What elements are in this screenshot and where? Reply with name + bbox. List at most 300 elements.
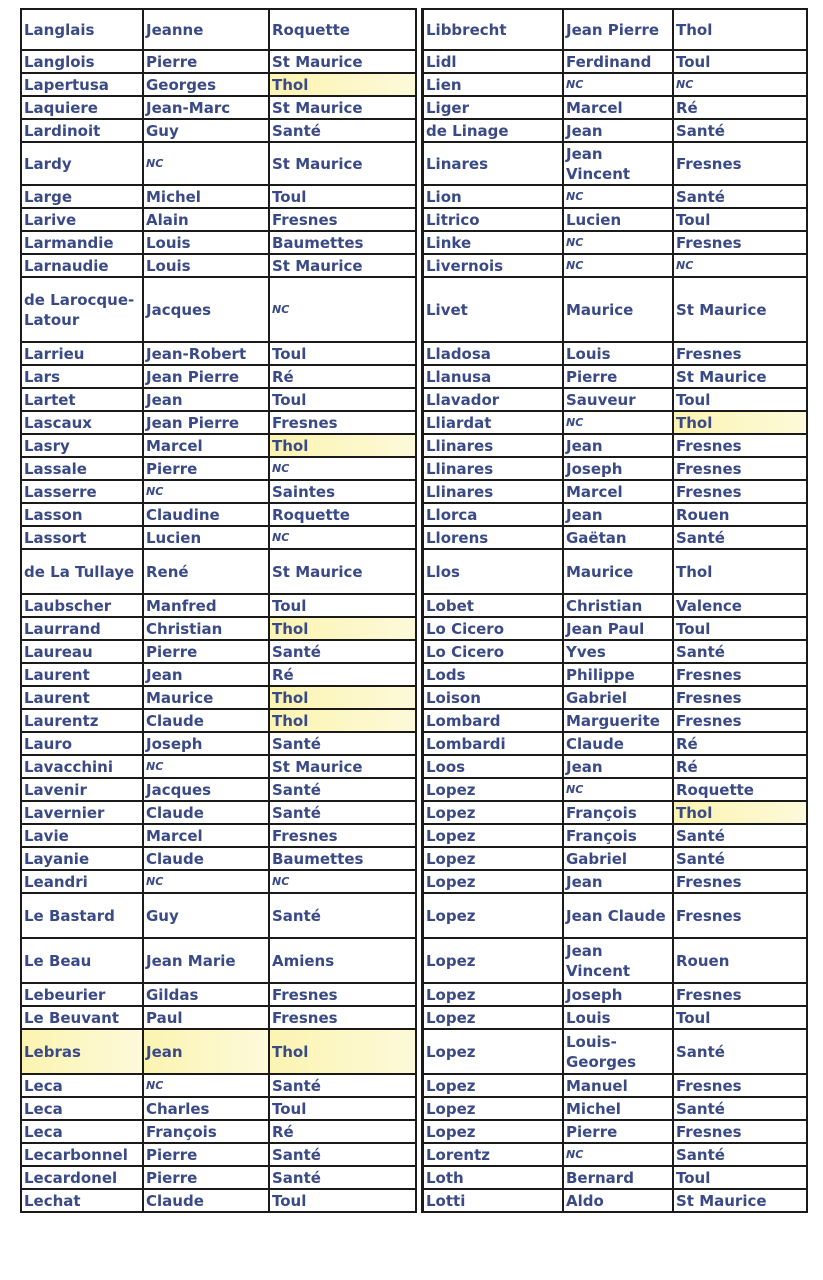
location-cell: Santé [269,732,416,755]
surname-cell: Lladosa [423,342,564,365]
table-row [21,938,416,983]
surname-cell: Lorentz [423,1143,564,1166]
surname-cell: Lavernier [21,801,143,824]
firstname-cell: Louis [143,254,269,277]
location-cell: NC [269,277,416,342]
firstname-cell: Jean [563,755,673,778]
firstname-cell: Louis [563,342,673,365]
table-row [423,185,808,208]
table-row [21,1097,416,1120]
table-row [423,801,808,824]
firstname-cell: Claude [563,732,673,755]
firstname-cell: NC [143,870,269,893]
table-row [423,208,808,231]
location-cell: Santé [673,1097,807,1120]
left-name-table [20,8,417,1213]
location-cell: Fresnes [673,1120,807,1143]
table-row [423,778,808,801]
location-cell: Thol [269,709,416,732]
location-cell: Thol [269,1029,416,1074]
table-row [21,50,416,73]
firstname-cell: Christian [563,594,673,617]
location-cell: Santé [673,847,807,870]
table-row [423,388,808,411]
firstname-cell: Gabriel [563,847,673,870]
table-row [21,231,416,254]
firstname-cell: Marcel [563,480,673,503]
surname-cell: Leca [21,1097,143,1120]
firstname-cell: Jacques [143,778,269,801]
firstname-cell: Claudine [143,503,269,526]
location-cell: St Maurice [269,142,416,185]
surname-cell: Le Bastard [21,893,143,938]
location-cell: Toul [269,1097,416,1120]
firstname-cell: Yves [563,640,673,663]
firstname-cell: NC [563,778,673,801]
table-row [21,342,416,365]
table-row [423,1189,808,1212]
location-cell: Toul [269,388,416,411]
surname-cell: Larive [21,208,143,231]
location-cell: Santé [269,801,416,824]
table-row [21,686,416,709]
firstname-cell: Georges [143,73,269,96]
table-row [423,686,808,709]
firstname-cell: Guy [143,119,269,142]
location-cell: Ré [673,755,807,778]
surname-cell: Lion [423,185,564,208]
firstname-cell: NC [143,755,269,778]
surname-cell: Le Beuvant [21,1006,143,1029]
location-cell: Roquette [673,778,807,801]
location-cell: Fresnes [269,824,416,847]
firstname-cell: NC [563,231,673,254]
surname-cell: Laquiere [21,96,143,119]
firstname-cell: Manuel [563,1074,673,1097]
firstname-cell: Pierre [143,457,269,480]
firstname-cell: NC [143,1074,269,1097]
firstname-cell: Joseph [563,983,673,1006]
table-row [21,893,416,938]
surname-cell: Laurrand [21,617,143,640]
location-cell: St Maurice [269,254,416,277]
location-cell: Fresnes [673,342,807,365]
surname-cell: Llos [423,549,564,594]
surname-cell: Libbrecht [423,9,564,50]
table-row [21,388,416,411]
location-cell: Toul [673,208,807,231]
location-cell: Thol [673,411,807,434]
firstname-cell: Jean [143,1029,269,1074]
table-row [21,480,416,503]
table-row [21,434,416,457]
table-row [423,231,808,254]
firstname-cell: Christian [143,617,269,640]
location-cell: Santé [269,1074,416,1097]
surname-cell: Larnaudie [21,254,143,277]
surname-cell: Llinares [423,457,564,480]
firstname-cell: Jean Marie [143,938,269,983]
table-row [423,1029,808,1074]
location-cell: Fresnes [673,663,807,686]
table-row [21,732,416,755]
table-row [423,1097,808,1120]
surname-cell: Lo Cicero [423,617,564,640]
location-cell: Santé [673,824,807,847]
table-row [423,847,808,870]
location-cell: Santé [269,1143,416,1166]
table-row [423,732,808,755]
table-row [21,119,416,142]
location-cell: Toul [673,1006,807,1029]
location-cell: NC [269,457,416,480]
firstname-cell: Gildas [143,983,269,1006]
location-cell: Baumettes [269,231,416,254]
table-row [21,594,416,617]
firstname-cell: NC [563,73,673,96]
table-row [423,893,808,938]
location-cell: Ré [269,663,416,686]
table-row [21,617,416,640]
location-cell: Fresnes [673,893,807,938]
location-cell: St Maurice [673,1189,807,1212]
firstname-cell: Guy [143,893,269,938]
firstname-cell: Michel [563,1097,673,1120]
location-cell: Santé [673,640,807,663]
surname-cell: Loison [423,686,564,709]
location-cell: Thol [673,9,807,50]
surname-cell: Lecarbonnel [21,1143,143,1166]
location-cell: Fresnes [673,709,807,732]
location-cell: St Maurice [673,365,807,388]
surname-cell: de Larocque-Latour [21,277,143,342]
table-row [21,185,416,208]
surname-cell: Leca [21,1120,143,1143]
table-row [423,142,808,185]
firstname-cell: Jean Pierre [563,9,673,50]
firstname-cell: Pierre [143,1143,269,1166]
table-row [423,526,808,549]
surname-cell: Livet [423,277,564,342]
table-row [423,434,808,457]
location-cell: Fresnes [673,983,807,1006]
firstname-cell: Charles [143,1097,269,1120]
table-row [21,801,416,824]
surname-cell: Lecardonel [21,1166,143,1189]
surname-cell: Llorca [423,503,564,526]
table-row [21,503,416,526]
location-cell: Thol [269,434,416,457]
surname-cell: Lo Cicero [423,640,564,663]
firstname-cell: Marcel [563,96,673,119]
surname-cell: Lartet [21,388,143,411]
location-cell: Fresnes [269,1006,416,1029]
firstname-cell: François [143,1120,269,1143]
table-row [21,254,416,277]
firstname-cell: Lucien [563,208,673,231]
surname-cell: Lopez [423,1074,564,1097]
surname-cell: Llinares [423,480,564,503]
firstname-cell: Maurice [563,277,673,342]
table-row [21,9,416,50]
table-row [423,983,808,1006]
location-cell: Rouen [673,503,807,526]
firstname-cell: Maurice [563,549,673,594]
location-cell: Santé [269,1166,416,1189]
location-cell: Fresnes [673,457,807,480]
surname-cell: Lavacchini [21,755,143,778]
location-cell: St Maurice [269,549,416,594]
firstname-cell: Jean Pierre [143,411,269,434]
surname-cell: Large [21,185,143,208]
location-cell: NC [673,254,807,277]
surname-cell: Lopez [423,983,564,1006]
surname-cell: Llavador [423,388,564,411]
surname-cell: Lardinoit [21,119,143,142]
location-cell: NC [673,73,807,96]
location-cell: St Maurice [673,277,807,342]
surname-cell: Lasry [21,434,143,457]
firstname-cell: Louis-Georges [563,1029,673,1074]
location-cell: Ré [269,1120,416,1143]
surname-cell: Lassale [21,457,143,480]
firstname-cell: François [563,824,673,847]
firstname-cell: Paul [143,1006,269,1029]
table-row [21,983,416,1006]
table-row [21,755,416,778]
surname-cell: Larrieu [21,342,143,365]
surname-cell: Lopez [423,870,564,893]
location-cell: Toul [673,50,807,73]
table-row [21,1006,416,1029]
surname-cell: Llorens [423,526,564,549]
location-cell: Santé [269,640,416,663]
firstname-cell: Pierre [563,1120,673,1143]
surname-cell: Lardy [21,142,143,185]
table-row [21,277,416,342]
table-row [21,1029,416,1074]
location-cell: Toul [269,342,416,365]
firstname-cell: Jean [563,119,673,142]
table-row [423,1166,808,1189]
table-row [423,1143,808,1166]
surname-cell: Lombard [423,709,564,732]
table-row [423,617,808,640]
surname-cell: Lobet [423,594,564,617]
firstname-cell: Jean [143,663,269,686]
location-cell: Valence [673,594,807,617]
table-row [21,663,416,686]
surname-cell: Lapertusa [21,73,143,96]
table-row [423,480,808,503]
firstname-cell: Marguerite [563,709,673,732]
table-row [21,208,416,231]
location-cell: NC [269,870,416,893]
surname-cell: Lopez [423,1006,564,1029]
location-cell: Thol [269,686,416,709]
surname-cell: Lasson [21,503,143,526]
table-row [423,503,808,526]
location-cell: Fresnes [269,411,416,434]
firstname-cell: Gaëtan [563,526,673,549]
location-cell: NC [269,526,416,549]
table-row [423,549,808,594]
firstname-cell: Jean [563,434,673,457]
firstname-cell: Louis [563,1006,673,1029]
firstname-cell: Alain [143,208,269,231]
firstname-cell: Sauveur [563,388,673,411]
firstname-cell: NC [143,480,269,503]
surname-cell: Linke [423,231,564,254]
location-cell: Fresnes [673,434,807,457]
table-row [423,594,808,617]
firstname-cell: Claude [143,709,269,732]
surname-cell: Lods [423,663,564,686]
surname-cell: Langlais [21,9,143,50]
table-row [21,73,416,96]
table-row [423,277,808,342]
table-row [423,342,808,365]
location-cell: Fresnes [673,480,807,503]
location-cell: Thol [673,549,807,594]
surname-cell: Lien [423,73,564,96]
table-row [423,96,808,119]
location-cell: Fresnes [673,231,807,254]
surname-cell: Laureau [21,640,143,663]
table-row [21,778,416,801]
surname-cell: Llanusa [423,365,564,388]
table-row [21,96,416,119]
location-cell: Fresnes [269,983,416,1006]
table-row [423,411,808,434]
firstname-cell: NC [563,254,673,277]
location-cell: St Maurice [269,96,416,119]
firstname-cell: Pierre [143,1166,269,1189]
location-cell: Santé [269,119,416,142]
surname-cell: de Linage [423,119,564,142]
table-row [423,119,808,142]
surname-cell: Lauro [21,732,143,755]
surname-cell: de La Tullaye [21,549,143,594]
firstname-cell: NC [143,142,269,185]
table-row [423,73,808,96]
location-cell: Saintes [269,480,416,503]
surname-cell: Lopez [423,824,564,847]
surname-cell: Lechat [21,1189,143,1212]
location-cell: Baumettes [269,847,416,870]
table-row [423,254,808,277]
location-cell: Thol [269,73,416,96]
firstname-cell: Claude [143,801,269,824]
firstname-cell: NC [563,411,673,434]
firstname-cell: Jean Vincent [563,938,673,983]
location-cell: Toul [673,1166,807,1189]
firstname-cell: Jean Pierre [143,365,269,388]
location-cell: Santé [673,1143,807,1166]
table-row [423,938,808,983]
table-row [21,640,416,663]
firstname-cell: Jean [563,503,673,526]
table-row [21,709,416,732]
surname-cell: Lebeurier [21,983,143,1006]
surname-cell: Lidl [423,50,564,73]
surname-cell: Loos [423,755,564,778]
table-row [423,365,808,388]
table-row [21,824,416,847]
table-row [21,457,416,480]
surname-cell: Laurent [21,686,143,709]
surname-cell: Lopez [423,893,564,938]
firstname-cell: Marcel [143,434,269,457]
firstname-cell: Ferdinand [563,50,673,73]
firstname-cell: Gabriel [563,686,673,709]
firstname-cell: François [563,801,673,824]
table-row [21,847,416,870]
table-row [21,870,416,893]
firstname-cell: Michel [143,185,269,208]
surname-cell: Le Beau [21,938,143,983]
table-row [21,365,416,388]
table-row [21,1189,416,1212]
location-cell: Ré [673,96,807,119]
surname-cell: Livernois [423,254,564,277]
table-row [423,870,808,893]
table-row [423,755,808,778]
location-cell: Thol [673,801,807,824]
surname-cell: Lombardi [423,732,564,755]
firstname-cell: Maurice [143,686,269,709]
location-cell: Ré [269,365,416,388]
table-row [21,142,416,185]
table-row [21,411,416,434]
surname-cell: Laubscher [21,594,143,617]
location-cell: Amiens [269,938,416,983]
table-row [21,1166,416,1189]
surname-cell: Llinares [423,434,564,457]
firstname-cell: Philippe [563,663,673,686]
location-cell: Roquette [269,503,416,526]
firstname-cell: Jean-Robert [143,342,269,365]
location-cell: St Maurice [269,50,416,73]
surname-cell: Lliardat [423,411,564,434]
firstname-cell: Marcel [143,824,269,847]
location-cell: Fresnes [673,686,807,709]
surname-cell: Laurentz [21,709,143,732]
firstname-cell: Jean [563,870,673,893]
firstname-cell: NC [563,185,673,208]
surname-cell: Lasserre [21,480,143,503]
firstname-cell: Aldo [563,1189,673,1212]
location-cell: Toul [673,617,807,640]
firstname-cell: Pierre [143,50,269,73]
table-row [21,1120,416,1143]
location-cell: Santé [269,893,416,938]
location-cell: Santé [673,119,807,142]
table-row [423,50,808,73]
surname-cell: Linares [423,142,564,185]
location-cell: Rouen [673,938,807,983]
surname-cell: Litrico [423,208,564,231]
right-name-table [421,8,808,1213]
table-row [21,1143,416,1166]
table-row [423,663,808,686]
surname-cell: Lopez [423,1097,564,1120]
table-row [423,9,808,50]
surname-cell: Laurent [21,663,143,686]
firstname-cell: Claude [143,1189,269,1212]
firstname-cell: Jeanne [143,9,269,50]
table-row [21,526,416,549]
